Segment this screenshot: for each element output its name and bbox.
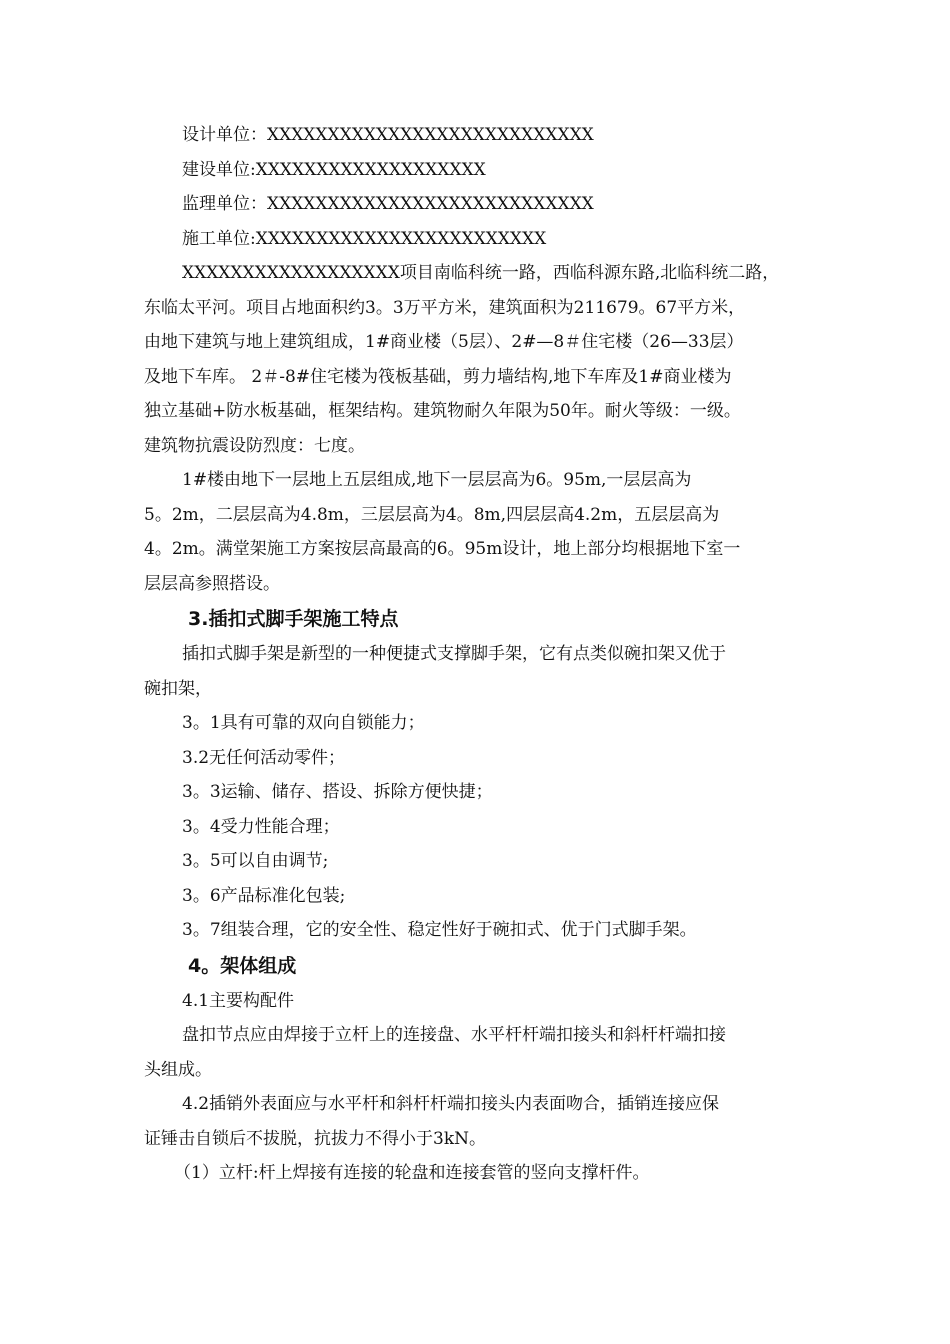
list-item: 3。1具有可靠的双向自锁能力； bbox=[182, 713, 425, 733]
paragraph-line: 4.2插销外表面应与水平杆和斜杆杆端扣接头内表面吻合，插销连接应保 bbox=[182, 1094, 720, 1114]
list-item: 3。7组装合理，它的安全性、稳定性好于碗扣式、优于门式脚手架。 bbox=[182, 920, 697, 940]
contractor-unit-line: 施工单位:XXXXXXXXXXXXXXXXXXXXXXXX bbox=[182, 228, 547, 249]
supervision-unit-line: 监理单位：XXXXXXXXXXXXXXXXXXXXXXXXXXX bbox=[182, 194, 594, 214]
section-4-item-1: （1）立杆:杆上焊接有连接的轮盘和连接套管的竖向支撑杆件。 bbox=[174, 1163, 650, 1183]
paragraph-line: 证锤击自锁后不拔脱，抗拔力不得小于3kN。 bbox=[144, 1128, 486, 1149]
section-4-1-heading: 4.1主要构配件 bbox=[182, 990, 295, 1011]
list-item: 3.2无任何活动零件； bbox=[182, 747, 346, 768]
section-4-heading: 4。架体组成 bbox=[188, 954, 297, 977]
building1-paragraph bbox=[144, 463, 820, 601]
section-3-intro bbox=[144, 637, 820, 706]
paragraph-line: 5。2m，二层层高为4.8m，三层层高为4。8m,四层层高4.2m，五层层高为 bbox=[144, 504, 720, 525]
paragraph-line: 东临太平河。项目占地面积约3。3万平方米，建筑面积为211679。67平方米， bbox=[144, 297, 746, 318]
paragraph-line: 层层高参照搭设。 bbox=[144, 573, 280, 594]
paragraph-line: 4。2m。满堂架施工方案按层高最高的6。95m设计，地上部分均根据地下室一 bbox=[144, 539, 741, 559]
list-item: 3。5可以自由调节; bbox=[182, 851, 329, 871]
section-4-para2 bbox=[144, 1087, 820, 1156]
section-3-heading: 3.插扣式脚手架施工特点 bbox=[188, 608, 399, 630]
paragraph-line: 碗扣架， bbox=[144, 678, 212, 699]
owner-unit-line: 建设单位:XXXXXXXXXXXXXXXXXXX bbox=[182, 159, 486, 180]
list-item: 3。4受力性能合理； bbox=[182, 816, 340, 837]
paragraph-line: 插扣式脚手架是新型的一种便捷式支撑脚手架，它有点类似碗扣架又优于 bbox=[182, 644, 726, 664]
list-item: 3。3运输、储存、搭设、拆除方便快捷； bbox=[182, 782, 493, 802]
paragraph-line: 1#楼由地下一层地上五层组成,地下一层层高为6。95m,一层层高为 bbox=[182, 470, 692, 490]
section-4-para1 bbox=[144, 1018, 820, 1087]
document-body bbox=[144, 118, 820, 1191]
paragraph-line: 独立基础+防水板基础，框架结构。建筑物耐久年限为50年。耐火等级：一级。 bbox=[144, 401, 741, 421]
paragraph-line: 建筑物抗震设防烈度：七度。 bbox=[144, 435, 365, 456]
paragraph-line: 由地下建筑与地上建筑组成，1#商业楼（5层）、2#—8＃住宅楼（26—33层） bbox=[144, 332, 744, 352]
design-unit-line: 设计单位：XXXXXXXXXXXXXXXXXXXXXXXXXXX bbox=[182, 125, 594, 145]
paragraph-line: 及地下车库。 2＃-8#住宅楼为筏板基础，剪力墙结构,地下车库及1#商业楼为 bbox=[144, 366, 732, 387]
paragraph-line: 盘扣节点应由焊接于立杆上的连接盘、水平杆杆端扣接头和斜杆杆端扣接 bbox=[182, 1025, 726, 1045]
section-3-list bbox=[144, 706, 820, 948]
list-item: 3。6产品标准化包装; bbox=[182, 885, 346, 906]
paragraph-line: 头组成。 bbox=[144, 1059, 212, 1080]
paragraph-line: XXXXXXXXXXXXXXXXXX项目南临科统一路，西临科源东路,北临科统二路， bbox=[182, 263, 780, 283]
project-overview-paragraph bbox=[144, 256, 820, 463]
